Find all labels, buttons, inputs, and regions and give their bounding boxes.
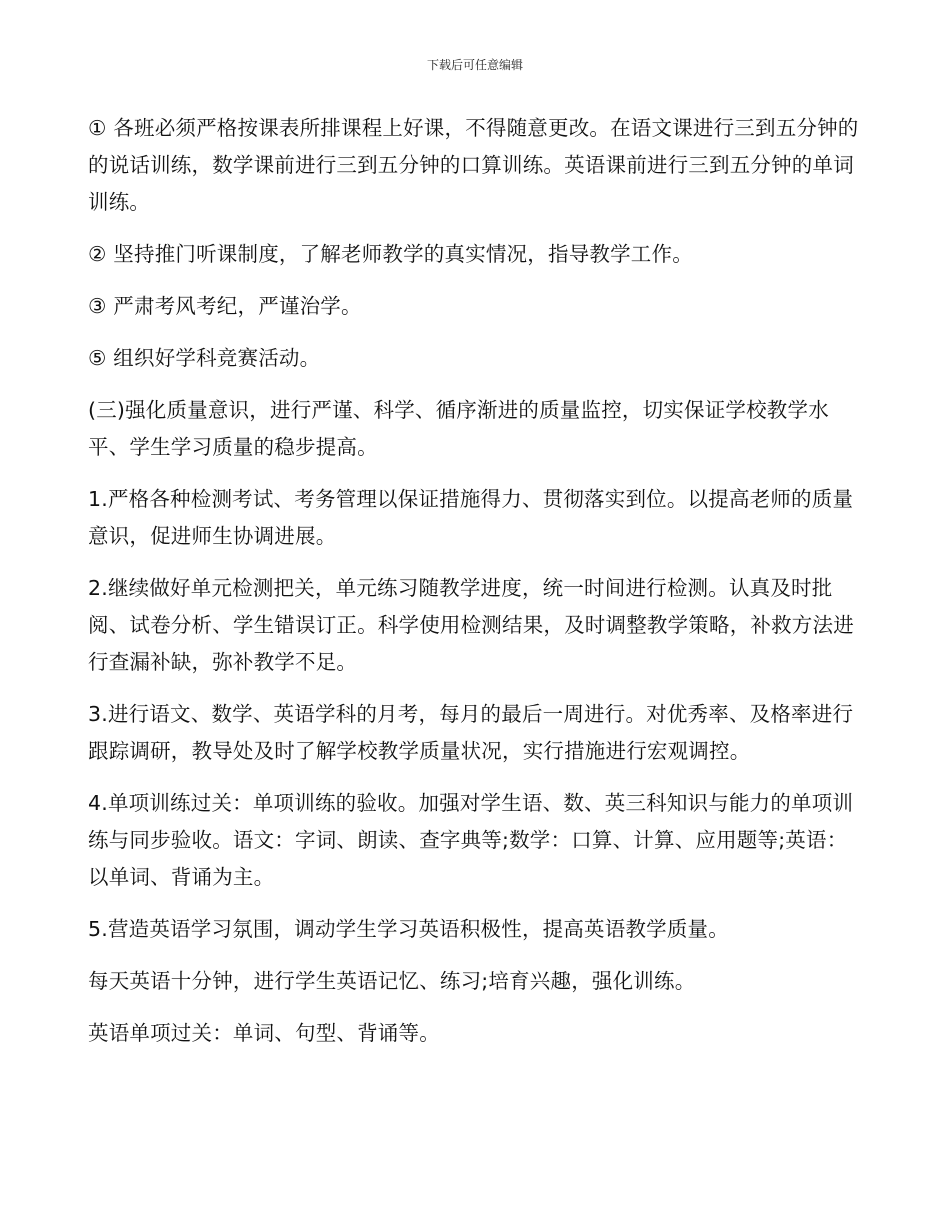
page-header-note: 下载后可任意编辑 [426,58,523,72]
paragraph-item-4: 4.单项训练过关：单项训练的验收。加强对学生语、数、英三科知识与能力的单项训练与同步验收。语文：字词、朗读、查字典等;数学：口算、计算、应用题等;英语：以单词、背诵为主。 [88,791,854,889]
paragraph-competitions: ⑤ 组织好学科竞赛活动。 [88,346,321,370]
paragraph-item-2: 2.继续做好单元检测把关，单元练习随教学进度，统一时间进行检测。认真及时批阅、试卷分析、学生错误订正。科学使用检测结果，及时调整教学策略，补救方法进行查漏补缺，弥补教学不足。 [88,576,854,674]
paragraph-english-checkpoints: 英语单项过关：单词、句型、背诵等。 [88,1021,440,1045]
paragraph-class-schedule: ① 各班必须严格按课表所排课程上好课，不得随意更改。在语文课进行三到五分钟的的说话训练，数学课前进行三到五分钟的口算训练。英语课前进行三到五分钟的单词训练。 [88,116,859,214]
paragraph-quality-awareness: (三)强化质量意识，进行严谨、科学、循序渐进的质量监控，切实保证学校教学水平、学生学习质量的稳步提高。 [88,398,829,459]
paragraph-item-1: 1.严格各种检测考试、考务管理以保证措施得力、贯彻落实到位。以提高老师的质量意识，促进师生协调进展。 [88,487,854,548]
paragraph-lesson-observation: ② 坚持推门听课制度，了解老师教学的真实情况，指导教学工作。 [88,242,693,266]
paragraph-exam-discipline: ③ 严肃考风考纪，严谨治学。 [88,294,362,318]
paragraph-item-5: 5.营造英语学习氛围，调动学生学习英语积极性，提高英语教学质量。 [88,917,729,941]
document-body [88,110,868,1067]
paragraph-daily-english: 每天英语十分钟，进行学生英语记忆、练习;培育兴趣，强化训练。 [88,969,696,993]
paragraph-item-3: 3.进行语文、数学、英语学科的月考，每月的最后一周进行。对优秀率、及格率进行跟踪调研，教导处及时了解学校教学质量状况，实行措施进行宏观调控。 [88,702,854,763]
